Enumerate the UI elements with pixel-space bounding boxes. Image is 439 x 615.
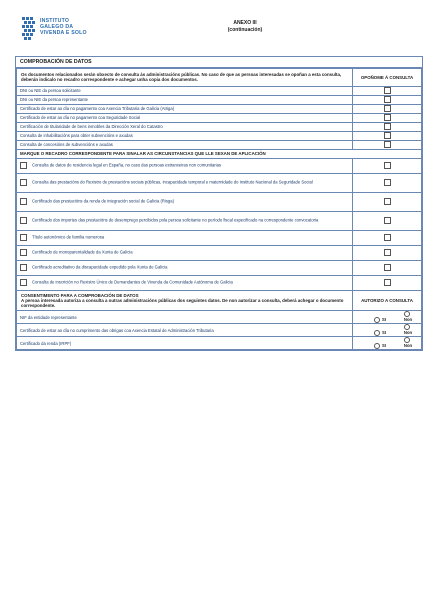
- authorize-header: AUTORIZO A CONSULTA: [353, 290, 422, 311]
- applies-checkbox[interactable]: [20, 198, 27, 205]
- igvs-logo: [22, 17, 132, 47]
- oppose-checkbox[interactable]: [384, 279, 391, 286]
- consent-item: Certificado da renda (IRPF): [17, 337, 353, 350]
- consent-title: CONSENTIMENTO PARA A COMPROBACIÓN DE DATOS: [21, 292, 139, 298]
- mark-item: Consulta de datos de residencia legal en España, no caso das persoas estranxeiras non comunitarias: [32, 162, 222, 168]
- doc-item: Consulta de inhabilitacións para obter subvencións e axudas: [17, 131, 353, 140]
- yes-label: SI: [382, 343, 386, 349]
- yes-label: SI: [382, 317, 386, 323]
- oppose-table: [16, 68, 422, 350]
- logo-line: GALEGO DA: [40, 24, 74, 31]
- doc-item: DNI ou NIE da persoa representante: [17, 95, 353, 104]
- applies-checkbox[interactable]: [20, 279, 27, 286]
- oppose-checkbox[interactable]: [384, 132, 391, 139]
- doc-item: DNI ou NIE da persoa solicitante: [17, 86, 353, 95]
- oppose-checkbox[interactable]: [384, 249, 391, 256]
- annex-heading: ANEXO III: [233, 20, 257, 26]
- mark-item: Certificado dos importes das prestacións de desemprego percibidos pola persoa solicitante no período fiscal especificado na correspondente convocatoria: [32, 217, 319, 223]
- yes-label: SI: [382, 330, 386, 336]
- oppose-checkbox[interactable]: [384, 123, 391, 130]
- doc-item: Certificado de estar ao día no pagamento coa Seguridade Social: [17, 113, 353, 122]
- oppose-checkbox[interactable]: [384, 105, 391, 112]
- oppose-checkbox[interactable]: [384, 234, 391, 241]
- oppose-checkbox[interactable]: [384, 141, 391, 148]
- oppose-checkbox[interactable]: [384, 87, 391, 94]
- consent-item: NIF da entidade representante: [17, 311, 353, 324]
- applies-checkbox[interactable]: [20, 264, 27, 271]
- no-label: Non: [403, 343, 413, 349]
- yes-radio[interactable]: [374, 317, 380, 323]
- yes-radio[interactable]: [374, 343, 380, 349]
- section-title: COMPROBACIÓN DE DATOS: [16, 57, 422, 68]
- oppose-checkbox[interactable]: [384, 96, 391, 103]
- logo-mark-icon: [22, 17, 36, 43]
- oppose-checkbox[interactable]: [384, 198, 391, 205]
- oppose-header: OPOÑOME Á CONSULTA: [353, 69, 422, 87]
- logo-line: INSTITUTO: [40, 18, 70, 24]
- mark-item: Certificado de monoparentalidade da Xunta de Galicia: [32, 249, 133, 255]
- yes-radio[interactable]: [374, 330, 380, 336]
- annex-title: [215, 20, 275, 33]
- applies-checkbox[interactable]: [20, 162, 27, 169]
- annex-subheading: (continuación): [227, 26, 263, 33]
- mark-item: Certificado acreditativo da discapacidade expedido pola Xunta de Galicia: [32, 264, 168, 270]
- applies-checkbox[interactable]: [20, 234, 27, 241]
- page-header: [0, 0, 439, 52]
- oppose-checkbox[interactable]: [384, 264, 391, 271]
- doc-item: Certificación de titularidade de bens inmobles da Dirección Xeral do Catastro: [17, 122, 353, 131]
- oppose-checkbox[interactable]: [384, 179, 391, 186]
- applies-checkbox[interactable]: [20, 217, 27, 224]
- applies-checkbox[interactable]: [20, 249, 27, 256]
- no-label: Non: [403, 330, 413, 336]
- consent-block: [17, 290, 353, 311]
- intro-text: Os documentos relacionados serán obxecto de consulta ás administracións públicas. No caso de que as persoas interesadas se opoñan a esta consulta, deberán indicalo no recadro correspondente e achegar unha copia dos documentos.: [17, 69, 353, 87]
- consent-item: Certificado de estar ao día no cumprimento das obrigas coa Axencia Estatal de Administración Tributaria: [17, 324, 353, 337]
- consent-text: A persoa interesada autoriza a consulta a outras administracións públicas dos seguintes datos. De non autorizar a consulta, deberá achegar o documento correspondente.: [21, 298, 344, 309]
- mark-item: Título autonómico de familia numerosa: [32, 234, 105, 240]
- applies-checkbox[interactable]: [20, 179, 27, 186]
- mark-item: Consulta das prestacións do Rexistro de prestacións sociais públicas, incapacidade temporal e maternidade do Instituto Nacional da Seguridade Social: [32, 179, 313, 185]
- no-label: Non: [403, 317, 413, 323]
- logo-line: VIVENDA E SOLO: [40, 30, 87, 37]
- doc-item: Certificado de estar ao día no pagamento coa Axencia Tributaria de Galicia (Atriga): [17, 104, 353, 113]
- doc-item: Consulta de concesións de subvencións e axudas: [17, 140, 353, 149]
- mark-item: Certificado das prestacións da renda de integración social de Galicia (Risga): [32, 198, 174, 204]
- oppose-checkbox[interactable]: [384, 217, 391, 224]
- oppose-checkbox[interactable]: [384, 162, 391, 169]
- oppose-checkbox[interactable]: [384, 114, 391, 121]
- logo-text: [40, 18, 87, 37]
- mark-item: Consulta de inscrición no Rexistro Único de Demandantes de Vivenda da Comunidade Autónoma de Galicia: [32, 279, 233, 285]
- data-check-form: [15, 56, 423, 351]
- mark-header: MARQUE O RECADRO CORRESPONDENTE PARA SINALAR AS CIRCUNSTANCIAS QUE LLE SEXAN DE APLICACIÓN: [17, 149, 422, 158]
